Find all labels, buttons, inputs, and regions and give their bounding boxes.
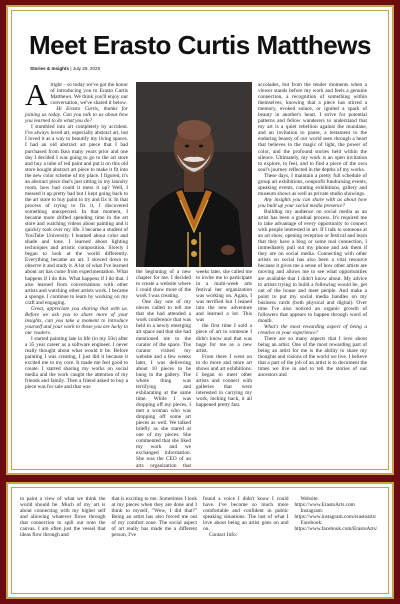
byline: Stories & Insights | July 28, 2025	[30, 66, 101, 71]
continuation-column-1	[20, 496, 106, 585]
column-middle-a	[136, 269, 191, 470]
paragraph: From there I went on to do more and more art shows and art exhibitions. I began to meet other artists and connect with galleries that were interested in carrying my work, locking back, it all happened pretty fast.	[196, 353, 252, 409]
paragraph: to paint a view of what we think the world should be. Much of my art is about connecting with my higher self and allowing whatever flows through that connection to spill out onto the canvas. I am often just the vessel that ideas flow through and	[20, 496, 106, 539]
continuation-column-3	[203, 496, 289, 585]
paragraph: One day one of my nieces called to tell me that she had attended a work conference that was held in a newly emerging art space and that she had mentioned me to the curator of the space. The curator visited my website and a few weeks later, I was delivering about 10 pieces to be hung in the gallery. The whole thing was terrifying and exhilarating at the same time. While I was dropping off my pieces, I met a woman who was dropping off some art pieces as well. We talked briefly as she stared at one of my pieces. She commented that she liked my work and we exchanged information. She was the CEO of an arts organization that	[136, 299, 191, 469]
contact-info-heading: Contact Info:	[209, 532, 238, 539]
portrait-photo	[136, 82, 252, 267]
paragraph: Hi Erasto Curtis, thanks for joining us today. Can you talk to us about how you learned to do what you do?	[25, 106, 128, 125]
intro-paragraph: Alright – so today we've got the honor of introducing you to Erasto Curtis Matthews. We think you'll enjoy our conversation, we've shared it below.	[25, 77, 128, 112]
paragraph: Great, appreciate you sharing that with us. Before we ask you to share more of your insights, can you take a moment to introduce yourself and your work to those you are lucky to our readers.	[25, 305, 128, 336]
facebook-link[interactable]: Facebook: https://www.facebook.com/ErastoArts/	[294, 520, 378, 533]
column-left	[25, 77, 128, 391]
website-link[interactable]: Website: https://www.ErastoArts.com	[294, 496, 355, 509]
continuation-column-4	[295, 496, 381, 585]
article-title: Meet Erasto Curtis Matthews	[29, 30, 371, 60]
paragraph: the first time I sold a piece of art to someone I didn't know and that was huge for me as a new artist.	[196, 323, 252, 354]
paragraph: I started painting late in life (in my 50s) after a 35 year career as a software engineer. I never really thought about what would it be. Before painting I was creating, I just did it because it excited me to my core. It made me feel good to create. I started sharing my works on social media and the work caught the attention of my friends and family. Then a friend asked to buy a piece was for sale and that was	[25, 335, 128, 391]
instagram-link[interactable]: Instagram: https://www.instagram.com/erastoarts/	[294, 508, 377, 521]
article-continuation-panel	[11, 487, 389, 594]
article-frame-top	[6, 5, 394, 475]
paragraph: I stumbled into art completely by accident. I've always loved art, especially abstract art, but I loved it as a way to beautify my living spaces. I had an old abstract art piece that I had purchased from Ikea many years prior and one day I decided I was going to go to the art store and buy a tube of red paint and put it on this old store bought abstract art piece to make it fit into the new color scheme of my place. I figured, it's an abstract piece that's just sitting in my laundry room, how bad could it mess it up? Well, I messed it up pretty bad but I kept going back to the art store to buy paint to try and fix it. In that process of trying to fix it, I discovered something unexpected. In that moment, I became more drifted spending time in the art store and watching videos about painting and it quickly took over my life. I became a student of YouTube University. I learned about color and shade and tone. I learned about lighting techniques and artistic composition. Slowly I began to look at the world differently. Everything became an art. I slowed down to observe it and study it. A lot of what I've learned about art has come from experimentation. What happens if I do this. What happens if I do that. I also learned from conversations with other artists and watching other artists work. I became a sponge. I continue to learn by working on my craft and engaging.	[25, 124, 128, 306]
article-panel	[11, 10, 389, 470]
continuation-columns	[20, 496, 380, 585]
paragraph: There are so many aspects that I love about being an artist. One of the most rewarding part of being an artist for me is the ability to share my thoughts and visions of the world we live. I believe that a part of the job of an artist is to document the times we live in and to tell the stories of our ancestors and	[258, 335, 367, 379]
paragraph: These days, I maintain a pretty full schedule of group art exhibitions, nonprofit fundraising events, speaking events, curating exhibitions, gallery and museum shows as well as private studio showings.	[258, 172, 367, 197]
paragraph: Building my audience on social media as an artist has been a gradual process. It's required me to take advantage of every opportunity to connect with people interested in art. If I talk to someone at an art show, opening reception or festival and learn that they have a blog or some real connection, I immediately pull out my phone and ask them if they are on social media. Connecting with other artists on social has also been a vital resource because it gives me a sense of how other artists are moving and allows me to see what opportunities are available that I didn't know about. My advice to artists trying to build a following would be, get out of the house and meet people. And make a point to put my social media handles on my business cards (both physical and digital). Over time I've also noticed an organic growth of followers that appears to happen through word of mouth.	[258, 208, 367, 324]
article-columns	[25, 77, 375, 469]
paragraph: found a voice I didn't know I could have. I've become so much more comfortable and confident in public speaking situations. The last of what I love about being an artist goes on and on.	[203, 496, 289, 533]
paragraph: weeks later, she called me to invite me to participate in a multi-week arts festival her organization was working on. Again, I was terrified but I leaned into the new adventure and learned a lot. This was	[196, 269, 252, 324]
paragraph: Any insights you can share with us about how you built up your social media presence?	[258, 196, 367, 209]
section-label: Stories & Insights	[30, 66, 70, 71]
paragraph: accolades, but from the tender moments when a viewer stands before my work and feels a genuine connection, a recognition of something within themselves, knowing that a piece has stirred a memory, evoked solace, or ignited a spark of beauty in another's heart. I strive for potential patterns and fellow wanderers to understand that my art is a quiet rebellion against the mundane, and an invitation to pause, a testament to the enduring beauty of our world seen through a heart that believes in the magic of light, the power of color, and the profound stories held within the silence. Ultimately, my work is an open invitation to explore, to feel, and to find a piece of the own soul's journey reflected in the depths of my works.	[258, 82, 367, 173]
paragraph: What's the most rewarding aspect of being a creative in your experience?	[258, 323, 367, 336]
column-middle-b	[196, 269, 252, 408]
article-frame-bottom	[6, 482, 394, 599]
drop-cap: A	[25, 77, 48, 112]
paragraph: the beginning of a new chapter for me. I decided to create a website where I could show more of the work I was creating.	[136, 269, 191, 300]
continuation-column-2	[112, 496, 198, 585]
article-date: July 28, 2025	[72, 66, 101, 71]
paragraph: that is exciting to me. Sometimes I look at my pieces when they are done and I think to myself, "Wow, I did that?" Being an artist has also forced me out of my comfort zone. The social aspect of art really has made me a different person, I've	[111, 496, 197, 539]
column-right	[258, 82, 367, 378]
portrait-illustration	[136, 82, 252, 267]
